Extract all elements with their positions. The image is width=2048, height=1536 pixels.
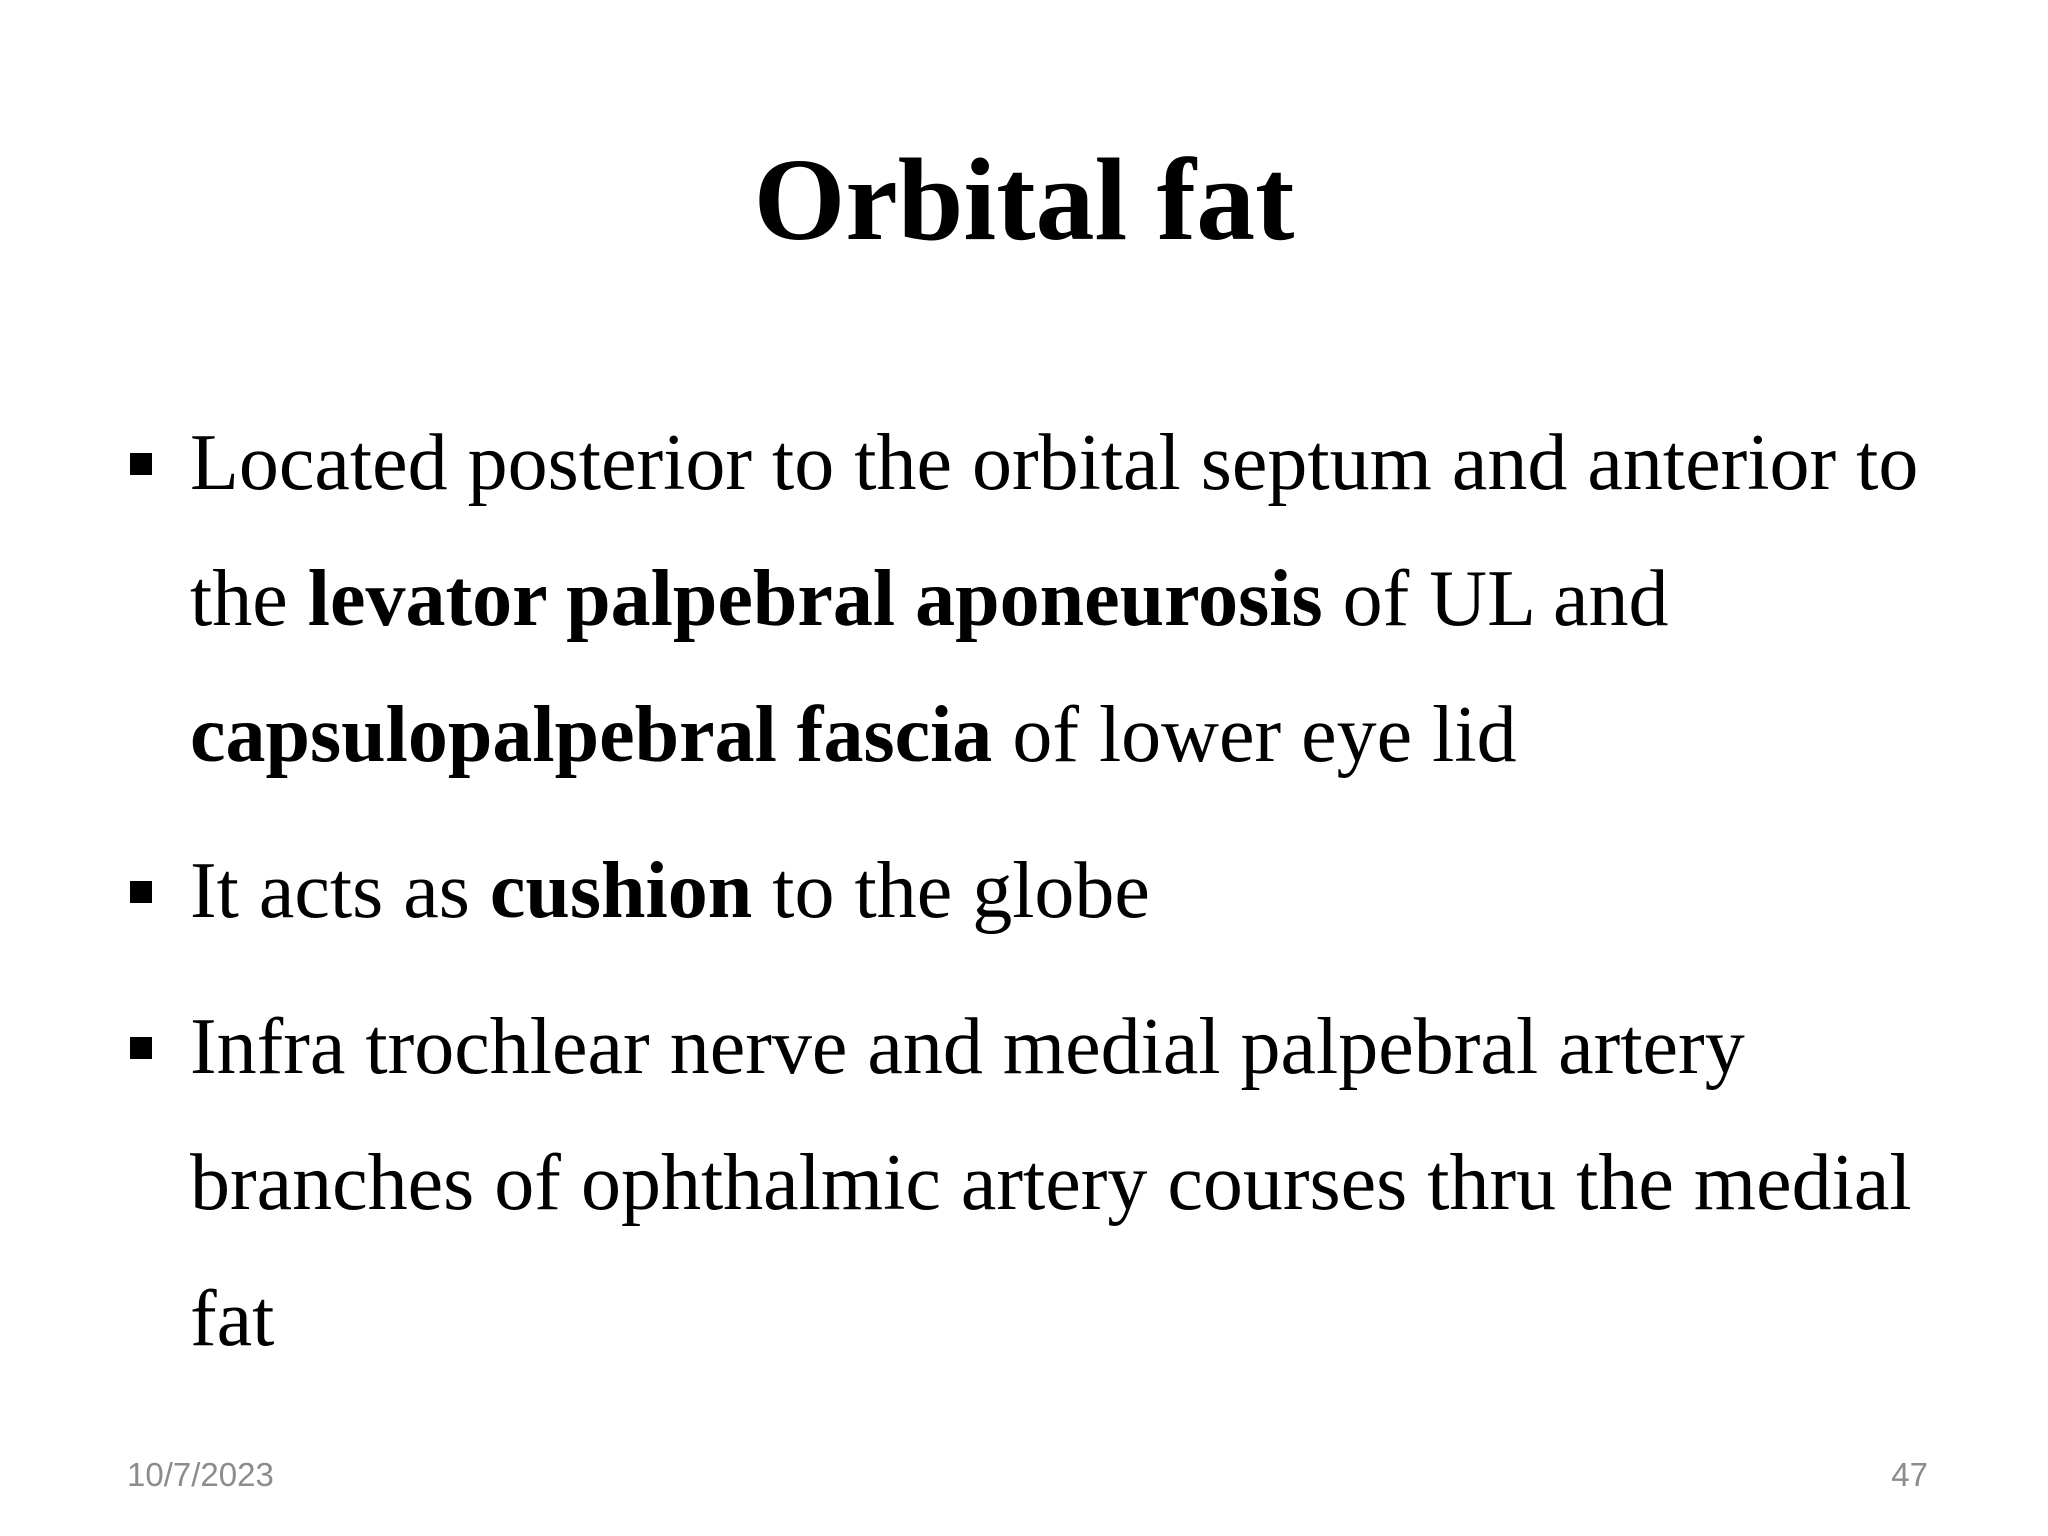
square-bullet-icon <box>130 1037 152 1059</box>
bullet-text-segment: It acts as <box>190 847 490 935</box>
bullet-text-segment: to the globe <box>752 847 1150 935</box>
bullet-text-segment: Infra trochlear nerve and medial palpebral artery branches of ophthalmic artery courses thru the medial fat <box>190 1003 1912 1363</box>
bullet-list <box>130 395 1990 1407</box>
footer-date: 10/7/2023 <box>127 1456 274 1493</box>
bullet-item-3 <box>130 979 1990 1387</box>
bullet-item-2 <box>130 823 1990 959</box>
bullet-text <box>190 847 1150 935</box>
bullet-text-bold: cushion <box>489 847 753 935</box>
bullet-text-segment: of lower eye lid <box>992 691 1517 779</box>
square-bullet-icon <box>130 453 152 475</box>
bullet-text-segment: Located posterior to the orbital septum and anterior to the <box>190 419 1919 643</box>
slide-title: Orbital fat <box>753 134 1295 265</box>
bullet-item-1 <box>130 395 1990 803</box>
bullet-text-bold: capsulopalpebral fascia <box>190 691 993 779</box>
bullet-text-bold: levator palpebral aponeurosis <box>307 555 1323 643</box>
slide-number: 47 <box>1891 1456 1928 1493</box>
square-bullet-icon <box>130 881 152 903</box>
bullet-text-segment: of UL and <box>1322 555 1669 643</box>
bullet-text <box>190 1003 1912 1363</box>
bullet-text <box>190 419 1918 779</box>
